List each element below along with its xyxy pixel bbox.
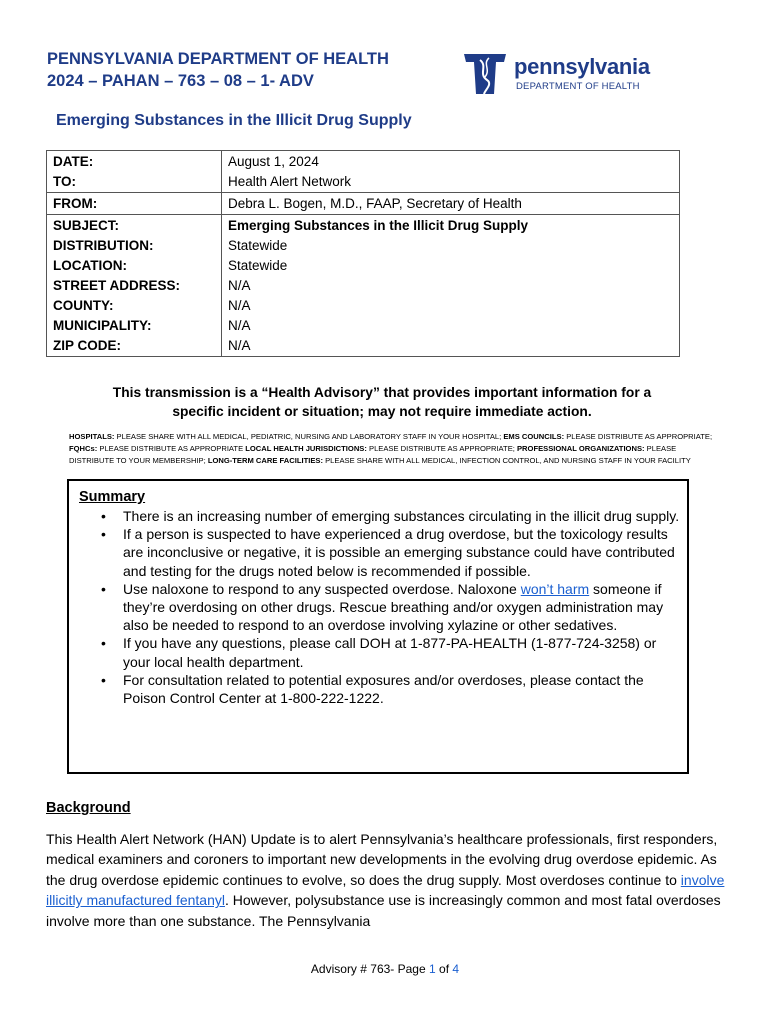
zip-code-value: N/A bbox=[228, 338, 251, 353]
bullet-icon: • bbox=[101, 671, 106, 688]
header-agency: PENNSYLVANIA DEPARTMENT OF HEALTH bbox=[47, 50, 389, 68]
summary-box bbox=[67, 479, 689, 774]
to-value: Health Alert Network bbox=[228, 174, 352, 189]
advisory-info-table bbox=[46, 150, 680, 357]
background-text: . However, polysubstance use is increasingly common and most fatal overdoses involve more than one substance. The Pennsylvania bbox=[46, 892, 721, 929]
subject-label: SUBJECT: bbox=[53, 218, 120, 233]
summary-item-text: For consultation related to potential exposures and/or overdoses, please contact the Poison Control Center at 1-800-222-1222. bbox=[123, 671, 644, 707]
bullet-icon: • bbox=[101, 526, 106, 543]
ems-label: EMS COUNCILS: bbox=[503, 432, 565, 441]
municipality-label: MUNICIPALITY: bbox=[53, 318, 152, 333]
po-label: PROFESSIONAL ORGANIZATIONS: bbox=[516, 444, 645, 453]
street-address-label: STREET ADDRESS: bbox=[53, 278, 181, 293]
summary-item-text: If you have any questions, please call DOH at 1-877-PA-HEALTH (1-877-724-3258) or your local health department. bbox=[123, 635, 657, 670]
footer-of: of bbox=[435, 962, 453, 976]
info-label-cell bbox=[47, 193, 222, 215]
street-address-value: N/A bbox=[228, 278, 251, 293]
summary-item-text: Use naloxone to respond to any suspected overdose. Naloxone bbox=[123, 580, 521, 597]
lhj-text: PLEASE DISTRIBUTE AS APPROPRIATE; bbox=[366, 444, 517, 453]
logo-wordmark: pennsylvania bbox=[514, 54, 650, 79]
location-label: LOCATION: bbox=[53, 258, 127, 273]
zip-code-label: ZIP CODE: bbox=[53, 338, 122, 353]
list-item bbox=[101, 580, 683, 635]
advisory-statement bbox=[50, 383, 714, 421]
county-label: COUNTY: bbox=[53, 298, 114, 313]
hospitals-label: HOSPITALS: bbox=[69, 432, 115, 441]
background-paragraph bbox=[46, 829, 726, 931]
bullet-icon: • bbox=[101, 580, 106, 597]
keystone-icon bbox=[460, 50, 510, 98]
hospitals-text: PLEASE SHARE WITH ALL MEDICAL, PEDIATRIC, NURSING AND LABORATORY STAFF IN YOUR HOSPITAL; bbox=[114, 432, 504, 441]
ltc-label: LONG-TERM CARE FACILITIES: bbox=[207, 456, 323, 465]
subject-value: Emerging Substances in the Illicit Drug Supply bbox=[228, 218, 529, 233]
header-advisory-id: 2024 – PAHAN – 763 – 08 – 1- ADV bbox=[47, 72, 314, 90]
ems-text: PLEASE DISTRIBUTE AS APPROPRIATE; bbox=[564, 432, 713, 441]
document-title: Emerging Substances in the Illicit Drug Supply bbox=[56, 112, 412, 129]
summary-title: Summary bbox=[79, 489, 146, 505]
distribution-value: Statewide bbox=[228, 238, 288, 253]
from-value: Debra L. Bogen, M.D., FAAP, Secretary of Health bbox=[228, 196, 522, 211]
fqhc-text: PLEASE DISTRIBUTE AS APPROPRIATE bbox=[97, 444, 246, 453]
ltc-text: PLEASE SHARE WITH ALL MEDICAL, INFECTION CONTROL, AND NURSING STAFF IN YOUR FACILITY bbox=[323, 456, 691, 465]
pa-doh-logo bbox=[460, 50, 660, 98]
advisory-line: specific incident or situation; may not require immediate action. bbox=[172, 404, 592, 419]
from-label: FROM: bbox=[53, 196, 98, 211]
location-value: Statewide bbox=[228, 258, 288, 273]
municipality-value: N/A bbox=[228, 318, 251, 333]
list-item bbox=[101, 525, 683, 580]
advisory-line: This transmission is a “Health Advisory” that provides important information for a bbox=[112, 385, 652, 400]
info-label-cell bbox=[47, 151, 222, 193]
summary-list bbox=[69, 507, 683, 707]
county-value: N/A bbox=[228, 298, 251, 313]
footer-prefix: Advisory # 763- Page bbox=[310, 962, 429, 976]
info-value-cell bbox=[222, 193, 680, 215]
naloxone-wont-harm-link[interactable]: won’t harm bbox=[520, 580, 590, 597]
summary-item-text: If a person is suspected to have experienced a drug overdose, but the toxicology results are inconclusive or negative, it is possible an emerging substance could have contributed and testing for the drugs noted below is recommended if possible. bbox=[123, 526, 675, 579]
current-page-number: 1 bbox=[429, 962, 436, 976]
fentanyl-link[interactable]: involve illicitly manufactured fentanyl bbox=[46, 871, 725, 909]
document-header bbox=[47, 48, 389, 92]
logo-department: DEPARTMENT OF HEALTH bbox=[516, 81, 640, 92]
table-row bbox=[47, 215, 680, 357]
table-row bbox=[47, 193, 680, 215]
info-value-cell bbox=[222, 215, 680, 357]
bullet-icon: • bbox=[101, 635, 106, 652]
summary-item-text: someone if they’re overdosing on other drugs. Rescue breathing and/or oxygen administration may also be needed to respond to an overdose involving xylazine or other sedatives. bbox=[123, 580, 664, 634]
po-text: PLEASE DISTRIBUTE TO YOUR MEMBERSHIP; bbox=[69, 444, 677, 465]
list-item bbox=[101, 634, 683, 670]
lhj-label: LOCAL HEALTH JURISDICTIONS: bbox=[245, 444, 367, 453]
to-label: TO: bbox=[53, 174, 76, 189]
table-row bbox=[47, 151, 680, 193]
info-value-cell bbox=[222, 151, 680, 193]
list-item bbox=[101, 671, 683, 707]
distribution-label: DISTRIBUTION: bbox=[53, 238, 154, 253]
bullet-icon: • bbox=[101, 508, 106, 524]
info-label-cell bbox=[47, 215, 222, 357]
date-value: August 1, 2024 bbox=[228, 154, 319, 169]
background-title: Background bbox=[46, 800, 131, 816]
background-text: This Health Alert Network (HAN) Update is to alert Pennsylvania’s healthcare professionals, first responders, medical examiners and coroners to important new developments in the evolving drug overdose epidemic. As the drug overdose epidemic continues to evolve, so does the drug supply. Most overdoses continue to bbox=[46, 831, 718, 888]
fqhc-label: FQHCs: bbox=[69, 444, 98, 453]
distribution-instructions bbox=[69, 431, 719, 467]
list-item bbox=[101, 507, 683, 525]
date-label: DATE: bbox=[53, 154, 94, 169]
page-footer bbox=[0, 962, 770, 976]
total-pages: 4 bbox=[452, 962, 460, 976]
summary-item-text: There is an increasing number of emerging substances circulating in the illicit drug supply. bbox=[123, 508, 680, 524]
